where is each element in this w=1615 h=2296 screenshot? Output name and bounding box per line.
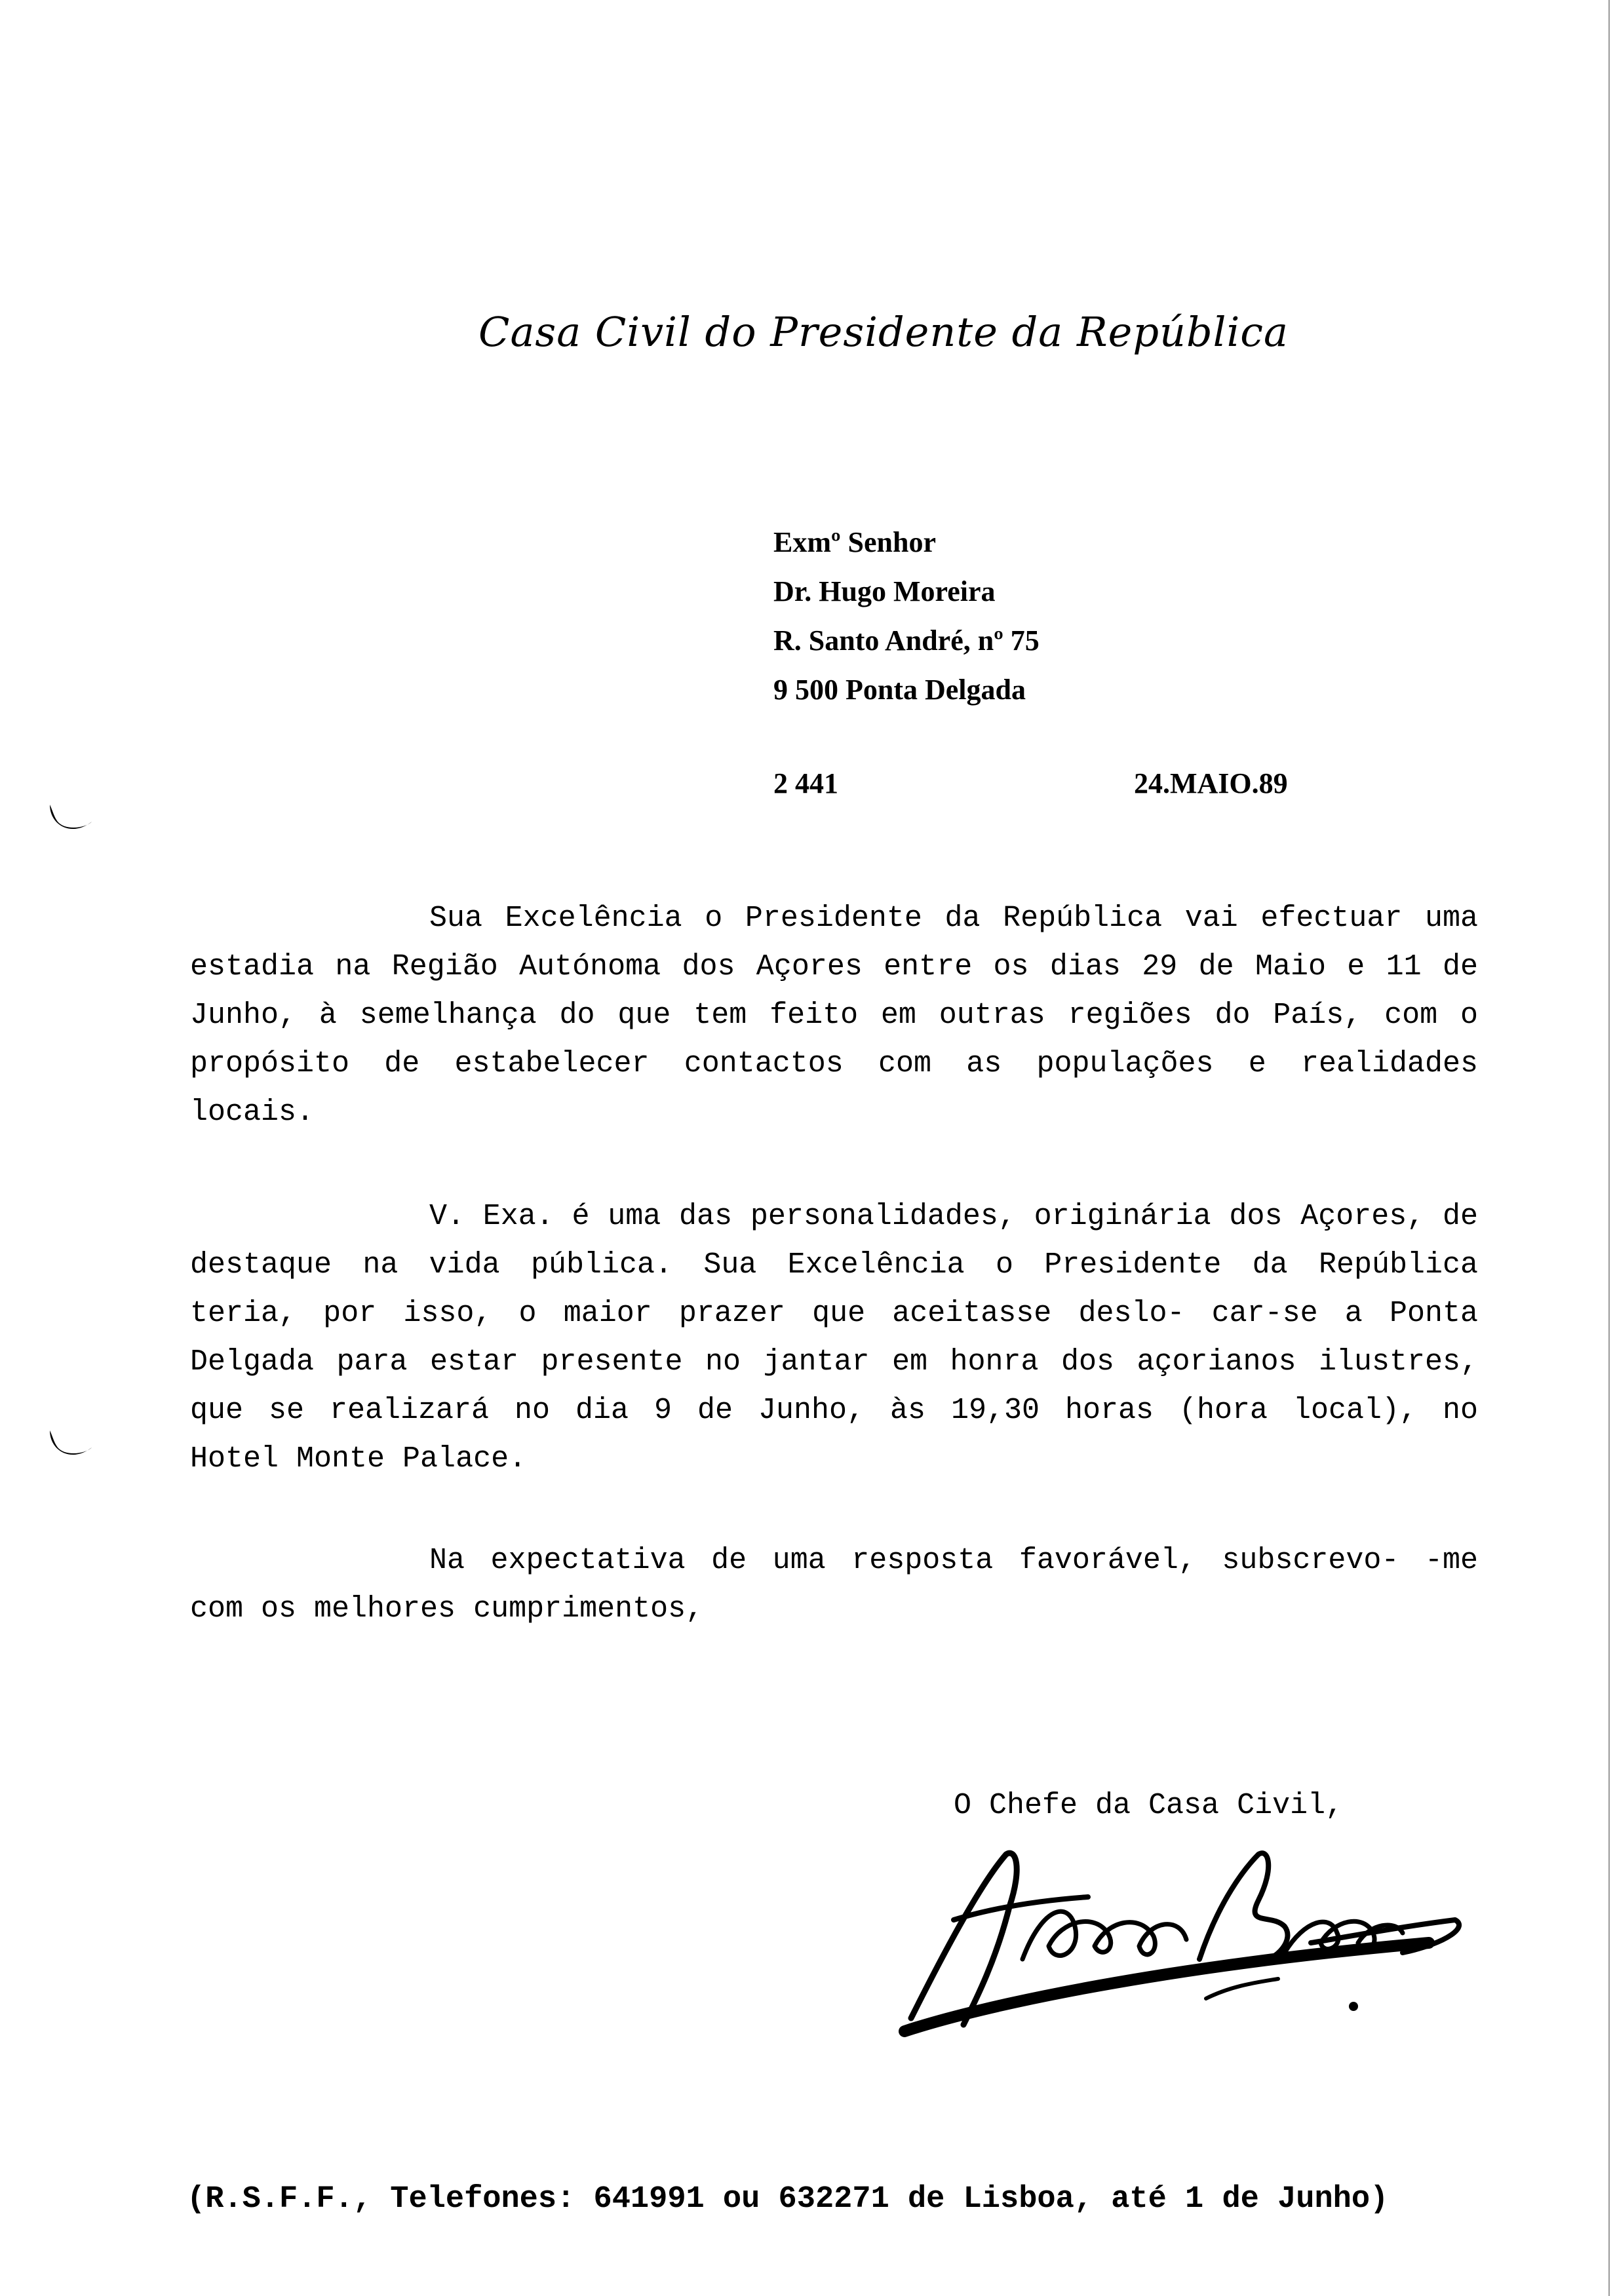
footer-note: (R.S.F.F., Telefones: 641991 ou 632271 de Lisboa, até 1 de Junho) [187, 2182, 1389, 2217]
letterhead-title: Casa Civil do Presidente da República [478, 308, 1289, 356]
recipient-salutation: Exmº Senhor [773, 526, 936, 558]
body-paragraph-2: V. Exa. é uma das personalidades, originária dos Açores, de destaque na vida pública. Sua Excelência o Presidente da República teria, por isso, o maior prazer que aceitasse deslo- car-se a Ponta Delgada para estar presente no jantar em honra dos açorianos ilustres, que se realizará no dia 9 de Junho, às 19,30 horas (hora local), no Hotel Monte Palace. [190, 1200, 1478, 1476]
punch-hole-mark-icon [46, 799, 96, 839]
recipient-address [773, 518, 1040, 714]
reference-number: 2 441 [773, 767, 838, 799]
recipient-name: Dr. Hugo Moreira [773, 575, 996, 607]
reference-date: 24.MAIO.89 [1134, 767, 1288, 799]
handwritten-signature-icon [891, 1828, 1481, 2064]
recipient-city: 9 500 Ponta Delgada [773, 674, 1026, 706]
page-edge-line [1608, 0, 1610, 2296]
closing-title: O Chefe da Casa Civil, [954, 1789, 1344, 1822]
body-paragraph-1: Sua Excelência o Presidente da República vai efectuar uma estadia na Região Autónoma dos Açores entre os dias 29 de Maio e 11 de Junho, à semelhança do que tem feito em outras regiões do País, com o propósito de estabelecer contactos com as populações e realidades locais. [190, 902, 1478, 1129]
punch-hole-mark-icon [46, 1425, 96, 1464]
recipient-street: R. Santo André, nº 75 [773, 624, 1040, 657]
body-paragraph-3: Na expectativa de uma resposta favorável, subscrevo- -me com os melhores cumprimentos, [190, 1544, 1478, 1626]
